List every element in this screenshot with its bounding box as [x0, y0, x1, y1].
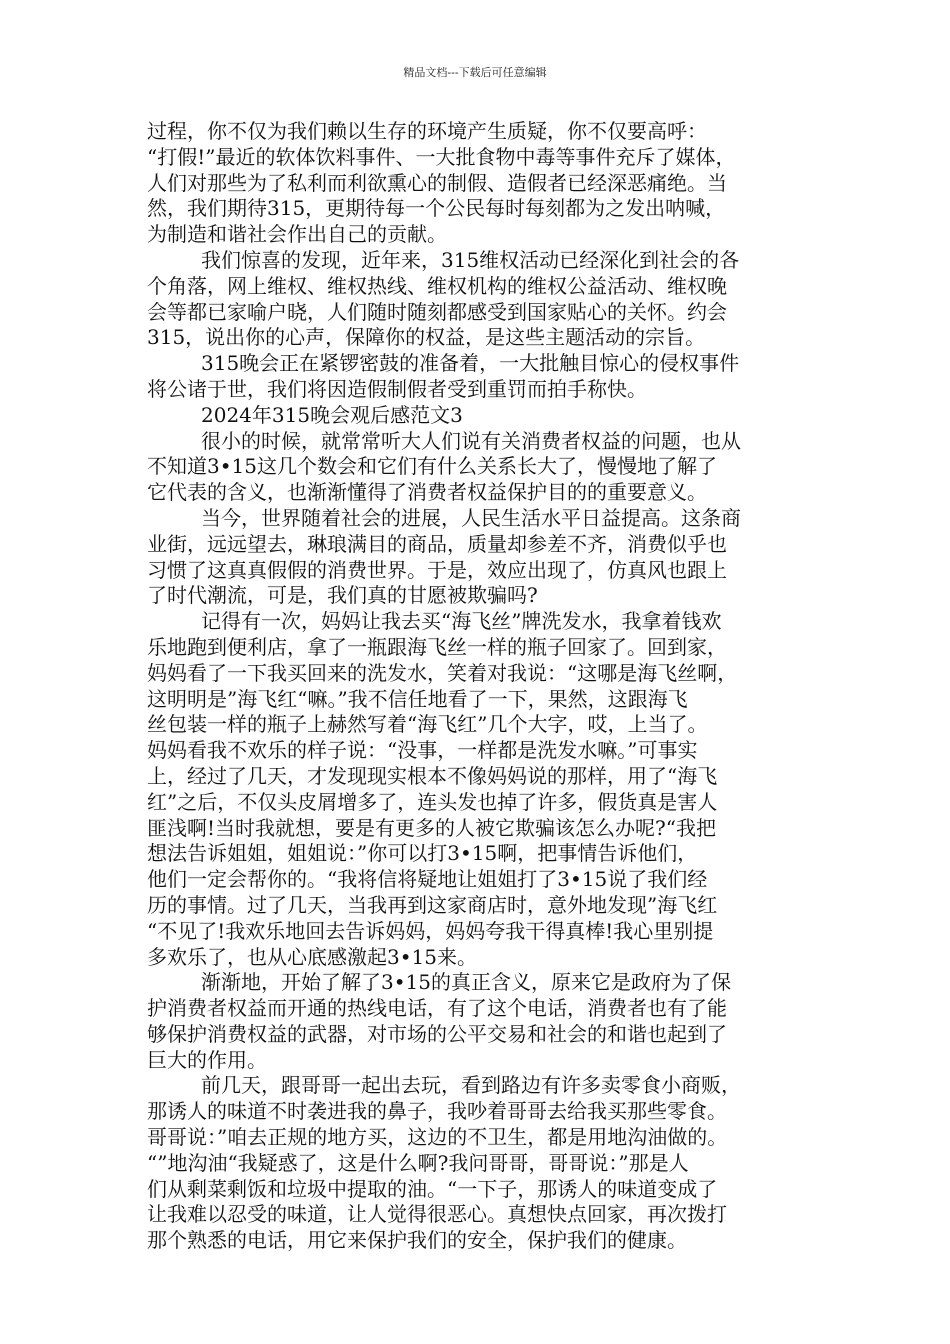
text-line: 匪浅啊!当时我就想，要是有更多的人被它欺骗该怎么办呢?“我把: [147, 815, 716, 840]
text-line: 想法告诉姐姐，姐姐说：”你可以打3•15啊，把事情告诉他们，: [147, 841, 698, 866]
text-line: 前几天，跟哥哥一起出去玩，看到路边有许多卖零食小商贩，: [201, 1073, 741, 1098]
text-line: 那诱人的味道不时袭进我的鼻子，我吵着哥哥去给我买那些零食。: [147, 1099, 727, 1124]
text-line: 然，我们期待315，更期待每一个公民每时每刻都为之发出呐喊，: [147, 196, 726, 221]
text-line: 让我难以忍受的味道，让人觉得很恶心。真想快点回家，再次拨打: [147, 1202, 727, 1227]
text-line: 妈妈看了一下我买回来的洗发水，笑着对我说：“这哪是海飞丝啊，: [147, 660, 738, 685]
text-line: 习惯了这真真假假的消费世界。于是，效应出现了，仿真风也跟上: [147, 557, 727, 582]
text-line: 会等都已家喻户晓，人们随时随刻都感受到国家贴心的关怀。约会: [147, 299, 727, 324]
text-line: 乐地跑到便利店，拿了一瓶跟海飞丝一样的瓶子回家了。回到家，: [147, 634, 727, 659]
text-line: 了时代潮流，可是，我们真的甘愿被欺骗吗?: [147, 583, 538, 608]
text-line: 历的事情。过了几天，当我再到这家商店时，意外地发现”海飞红: [147, 892, 718, 917]
text-line: 为制造和谐社会作出自己的贡献。: [147, 222, 447, 247]
text-line: 2024年315晚会观后感范文3: [201, 402, 463, 427]
text-line: 他们一定会帮你的。“我将信将疑地让姐姐打了3•15说了我们经: [147, 867, 708, 892]
text-line: 们从剩菜剩饭和垃圾中提取的油。“一下子，那诱人的味道变成了: [147, 1176, 718, 1201]
text-line: 红”之后，不仅头皮屑增多了，连头发也掉了许多，假货真是害人: [147, 789, 718, 814]
text-line: 记得有一次，妈妈让我去买“海飞丝”牌洗发水，我拿着钱欢: [201, 609, 722, 634]
text-line: 哥哥说：”咱去正规的地方买，这边的不卫生，都是用地沟油做的。: [147, 1125, 728, 1150]
document-body: [147, 119, 807, 1254]
text-line: 上，经过了几天，才发现现实根本不像妈妈说的那样，用了“海飞: [147, 763, 718, 788]
page-header: 精品文档---下载后可任意编辑: [403, 66, 547, 79]
text-line: 够保护消费权益的武器，对市场的公平交易和社会的和谐也起到了: [147, 1021, 727, 1046]
text-line: 妈妈看我不欢乐的样子说：“没事，一样都是洗发水嘛。”可事实: [147, 738, 698, 763]
text-line: 不知道3•15这几个数会和它们有什么关系长大了，慢慢地了解了: [147, 454, 717, 479]
text-line: 人们对那些为了私利而利欲熏心的制假、造假者已经深恶痛绝。当: [147, 170, 727, 195]
text-line: “”地沟油“我疑惑了，这是什么啊?我问哥哥，哥哥说：”那是人: [147, 1150, 689, 1175]
text-line: 巨大的作用。: [147, 1047, 267, 1072]
text-line: 渐渐地，开始了解了3•15的真正含义，原来它是政府为了保: [201, 970, 731, 995]
text-line: 业街，远远望去，琳琅满目的商品，质量却参差不齐，消费似乎也: [147, 531, 727, 556]
text-line: 当今，世界随着社会的进展，人民生活水平日益提高。这条商: [201, 505, 741, 530]
text-line: 315晚会正在紧锣密鼓的准备着，一大批触目惊心的侵权事件: [201, 351, 740, 376]
text-line: 护消费者权益而开通的热线电话，有了这个电话，消费者也有了能: [147, 996, 727, 1021]
text-line: “不见了!我欢乐地回去告诉妈妈，妈妈夸我干得真棒!我心里别提: [147, 918, 714, 943]
text-line: 个角落，网上维权、维权热线、维权机构的维权公益活动、维权晚: [147, 273, 727, 298]
text-line: 这明明是”海飞红“嘛。”我不信任地看了一下，果然，这跟海飞: [147, 686, 688, 711]
text-line: “打假!”最近的软体饮料事件、一大批食物中毒等事件充斥了媒体，: [147, 144, 736, 169]
text-line: 丝包装一样的瓶子上赫然写着“海飞红”几个大字，哎，上当了。: [147, 712, 708, 737]
text-line: 它代表的含义，也渐渐懂得了消费者权益保护目的的重要意义。: [147, 480, 707, 505]
text-line: 多欢乐了，也从心底感激起3•15来。: [147, 944, 477, 969]
text-line: 过程，你不仅为我们赖以生存的环境产生质疑，你不仅要高呼：: [147, 119, 707, 143]
text-line: 315，说出你的心声，保障你的权益，是这些主题活动的宗旨。: [147, 325, 706, 350]
text-line: 将公诸于世，我们将因造假制假者受到重罚而拍手称快。: [147, 376, 647, 401]
text-line: 我们惊喜的发现，近年来，315维权活动已经深化到社会的各: [201, 247, 740, 272]
text-line: 很小的时候，就常常听大人们说有关消费者权益的问题，也从: [201, 428, 741, 453]
text-line: 那个熟悉的电话，用它来保护我们的安全，保护我们的健康。: [147, 1228, 687, 1253]
